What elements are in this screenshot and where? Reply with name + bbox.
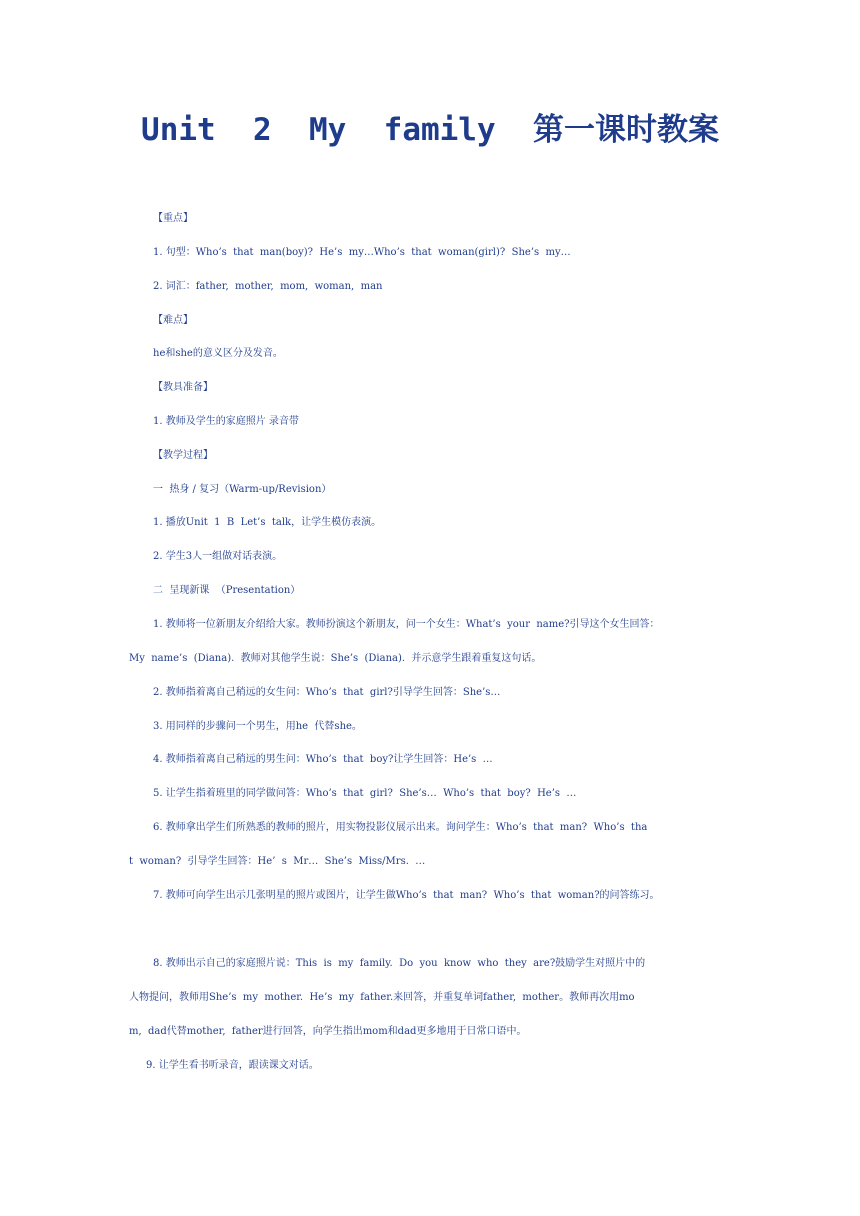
presentation-step-7: 7. 教师可向学生出示几张明星的照片或图片，让学生做Who’s that man? Who’s that woman?的问答练习。 bbox=[153, 890, 660, 901]
presentation-step-8-cont-2: m, dad代替mother, father进行回答，向学生指出mom和dad更多地用于日常口语中。 bbox=[129, 1026, 527, 1037]
difficulty-text: he和she的意义区分及发音。 bbox=[153, 348, 283, 359]
presentation-step-8: 8. 教师出示自己的家庭照片说：This is my family. Do you know who they are?鼓励学生对照片中的 bbox=[153, 958, 646, 969]
document-title: Unit 2 My family 第一课时教案 bbox=[141, 112, 719, 148]
key-point-sentence-patterns: 1. 句型：Who’s that man(boy)? He’s my…Who’s that woman(girl)? She’s my… bbox=[153, 247, 571, 258]
materials-item: 1. 教师及学生的家庭照片 录音带 bbox=[153, 416, 299, 427]
presentation-step-9: 9. 让学生看书听录音，跟读课文对话。 bbox=[146, 1060, 319, 1071]
step-warm-up-heading: 一 热身 / 复习（Warm-up/Revision） bbox=[153, 484, 332, 495]
presentation-step-4: 4. 教师指着离自己稍远的男生问：Who’s that boy?让学生回答：He’s … bbox=[153, 754, 493, 765]
key-point-vocabulary: 2. 词汇：father, mother, mom, woman, man bbox=[153, 281, 383, 292]
section-heading-procedure: 【教学过程】 bbox=[153, 450, 213, 461]
presentation-step-1: 1. 教师将一位新朋友介绍给大家。教师扮演这个新朋友，问一个女生：What’s your name?引导这个女生回答： bbox=[153, 619, 660, 630]
presentation-step-6-cont: t woman? 引导学生回答：He’ s Mr… She’s Miss/Mrs. … bbox=[129, 856, 426, 867]
presentation-step-5: 5. 让学生指着班里的同学做问答：Who’s that girl? She’s… Who’s that boy? He’s … bbox=[153, 788, 577, 799]
presentation-step-6: 6. 教师拿出学生们所熟悉的教师的照片，用实物投影仪展示出来。询问学生：Who’s that man? Who’s tha bbox=[153, 822, 648, 833]
presentation-step-3: 3. 用同样的步骤问一个男生，用he 代替she。 bbox=[153, 721, 362, 732]
section-heading-materials: 【教具准备】 bbox=[153, 382, 213, 393]
section-heading-difficulties: 【难点】 bbox=[153, 315, 193, 326]
warm-up-step-1: 1. 播放Unit 1 B Let’s talk，让学生模仿表演。 bbox=[153, 517, 382, 528]
presentation-step-1-cont: My name’s (Diana). 教师对其他学生说：She’s (Diana). 并示意学生跟着重复这句话。 bbox=[129, 653, 542, 664]
presentation-step-2: 2. 教师指着离自己稍远的女生问：Who’s that girl?引导学生回答：She’s… bbox=[153, 687, 501, 698]
step-presentation-heading: 二 呈现新课 （Presentation） bbox=[153, 585, 301, 596]
warm-up-step-2: 2. 学生3人一组做对话表演。 bbox=[153, 551, 283, 562]
presentation-step-8-cont-1: 人物提问，教师用She’s my mother. He’s my father.来回答，并重复单词father, mother。教师再次用mo bbox=[129, 992, 635, 1003]
section-heading-key-points: 【重点】 bbox=[153, 213, 193, 224]
